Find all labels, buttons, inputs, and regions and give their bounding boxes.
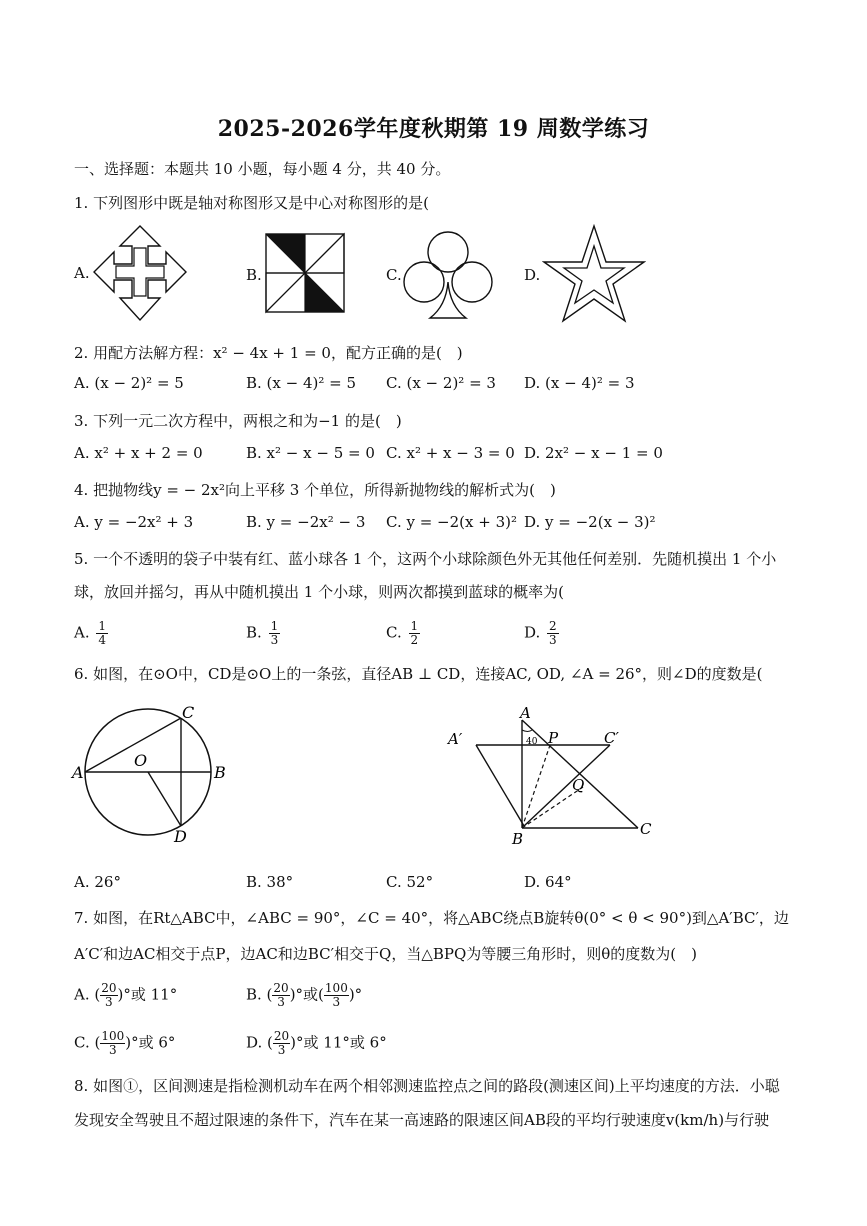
question-2-stem: 2. 用配方法解方程：x² − 4x + 1 = 0，配方正确的是( ) (74, 344, 463, 362)
fraction-denominator: 4 (98, 633, 107, 647)
option-text: D. ( (246, 1033, 273, 1052)
q3-option-a[interactable]: A. x² + x + 2 = 0 (74, 444, 203, 462)
q2-option-b[interactable]: B. (x − 4)² = 5 (246, 374, 357, 392)
question-8-stem-line2: 发现安全驾驶且不超过限速的条件下，汽车在某一高速路的限速区间AB段的平均行驶速度v(km/h)与行驶 (74, 1111, 770, 1129)
option-text: )° (348, 985, 363, 1004)
q5-option-d-fraction (547, 620, 559, 647)
q5-option-d-label: D. (524, 623, 541, 642)
fraction-denominator: 3 (270, 633, 279, 647)
option-text: C. ( (74, 1033, 101, 1052)
fraction-denominator: 3 (108, 1043, 117, 1057)
fraction-numerator: 1 (98, 619, 107, 633)
q7-option-c[interactable] (74, 1030, 175, 1057)
label-d: D (174, 827, 187, 846)
q2-option-a[interactable]: A. (x − 2)² = 5 (74, 374, 184, 392)
label-q: Q (572, 776, 585, 794)
question-5-stem-line1: 5. 一个不透明的袋子中装有红、蓝小球各 1 个，这两个小球除颜色外无其他任何差别．先随机摸出 1 个小 (74, 550, 777, 568)
label-a: A (72, 763, 84, 782)
label-a: A (520, 704, 531, 722)
label-b: B (214, 763, 226, 782)
q6-option-c[interactable]: C. 52° (386, 873, 434, 891)
q2-option-d[interactable]: D. (x − 4)² = 3 (524, 374, 635, 392)
fraction-denominator: 3 (277, 995, 285, 1009)
fraction (324, 982, 349, 1009)
q4-option-d[interactable]: D. y = −2(x − 3)² (524, 513, 656, 531)
question-6-stem: 6. 如图，在⊙O中，CD是⊙O上的一条弦，直径AB ⊥ CD，连接AC, OD, ∠A = 26°，则∠D的度数是( (74, 665, 763, 683)
option-text: )°或( (289, 985, 324, 1004)
fraction-denominator: 3 (332, 995, 341, 1009)
q5-option-a[interactable] (74, 620, 108, 647)
label-p: P (548, 729, 559, 747)
question-7-stem-line1: 7. 如图，在Rt△ABC中，∠ABC = 90°，∠C = 40°，将△ABC绕点B旋转θ(0° < θ < 90°)到△A′BC′，边 (74, 909, 789, 927)
label-c-prime: C′ (604, 729, 619, 747)
q5-option-b-label: B. (246, 623, 262, 642)
fraction (100, 982, 117, 1009)
option-text: B. ( (246, 985, 273, 1004)
label-a-prime: A′ (448, 730, 463, 748)
label-c: C (182, 703, 195, 722)
q4-option-b[interactable]: B. y = −2x² − 3 (246, 513, 366, 531)
q7-option-b[interactable] (246, 982, 362, 1009)
q4-option-a[interactable]: A. y = −2x² + 3 (74, 513, 194, 531)
q5-option-c[interactable] (386, 620, 420, 647)
question-4-stem: 4. 把抛物线y = − 2x²向上平移 3 个单位，所得新抛物线的解析式为( ) (74, 481, 556, 499)
fraction (273, 1030, 290, 1057)
rotation-triangle-figure (442, 700, 662, 850)
q7-option-d[interactable] (246, 1030, 387, 1057)
fraction-denominator: 3 (105, 995, 113, 1009)
question-7-stem-line2: A′C′和边AC相交于点P，边AC和边BC′相交于Q，当△BPQ为等腰三角形时，则θ的度数为( ) (74, 945, 698, 963)
q1-option-a-label: A. (74, 264, 90, 282)
question-3-stem: 3. 下列一元二次方程中，两根之和为−1 的是( ) (74, 412, 402, 430)
fraction-numerator: 20 (273, 981, 289, 995)
fraction-denominator: 3 (277, 1043, 286, 1057)
circle-chord-figure (68, 700, 228, 850)
q1-option-d-label: D. (524, 266, 541, 284)
club-figure (402, 228, 494, 320)
fraction (100, 1030, 125, 1057)
label-c: C (640, 820, 652, 838)
label-b: B (512, 830, 524, 848)
q2-option-c[interactable]: C. (x − 2)² = 3 (386, 374, 496, 392)
q3-option-d[interactable]: D. 2x² − x − 1 = 0 (524, 444, 663, 462)
section-heading: 一、选择题：本题共 10 小题，每小题 4 分，共 40 分。 (74, 160, 451, 178)
page-title: 2025-2026学年度秋期第 19 周数学练习 (217, 116, 650, 142)
q1-option-b-label: B. (246, 266, 262, 284)
q7-option-a[interactable] (74, 982, 177, 1009)
fraction-numerator: 2 (549, 619, 557, 633)
option-text: A. ( (74, 985, 101, 1004)
fraction-numerator: 100 (101, 1029, 125, 1043)
q5-option-b[interactable] (246, 620, 280, 647)
q1-option-c-label: C. (386, 266, 402, 284)
fraction-numerator: 20 (101, 981, 117, 995)
fraction-numerator: 1 (270, 619, 279, 633)
pinwheel-figure (264, 232, 346, 314)
option-text: )°或 6° (125, 1033, 176, 1052)
q5-option-a-label: A. (74, 623, 90, 642)
q6-option-b[interactable]: B. 38° (246, 873, 294, 891)
fraction (272, 982, 289, 1009)
q6-option-d[interactable]: D. 64° (524, 873, 572, 891)
option-text: )°或 11°或 6° (290, 1033, 387, 1052)
q5-option-d[interactable] (524, 620, 559, 647)
fraction-numerator: 100 (324, 981, 348, 995)
label-o: O (134, 751, 148, 770)
fraction-numerator: 1 (410, 619, 419, 633)
q5-option-a-fraction (96, 620, 108, 647)
option-text: )°或 11° (117, 985, 178, 1004)
star-figure (542, 224, 646, 324)
question-5-stem-line2: 球，放回并摇匀，再从中随机摸出 1 个小球，则两次都摸到蓝球的概率为( (74, 583, 564, 601)
arrow-cross-figure (90, 224, 190, 324)
angle-label: 40 (526, 737, 538, 747)
q5-option-b-fraction (269, 620, 281, 647)
question-1-stem: 1. 下列图形中既是轴对称图形又是中心对称图形的是( (74, 194, 429, 212)
fraction-denominator: 2 (410, 633, 419, 647)
q5-option-c-label: C. (386, 623, 402, 642)
fraction-numerator: 20 (273, 1029, 290, 1043)
question-8-stem-line1: 8. 如图①，区间测速是指检测机动车在两个相邻测速监控点之间的路段(测速区间)上平均速度的方法．小聪 (74, 1077, 780, 1095)
q6-option-a[interactable]: A. 26° (74, 873, 121, 891)
q3-option-b[interactable]: B. x² − x − 5 = 0 (246, 444, 375, 462)
q4-option-c[interactable]: C. y = −2(x + 3)² (386, 513, 517, 531)
fraction-denominator: 3 (549, 633, 557, 647)
q5-option-c-fraction (409, 620, 421, 647)
q3-option-c[interactable]: C. x² + x − 3 = 0 (386, 444, 515, 462)
